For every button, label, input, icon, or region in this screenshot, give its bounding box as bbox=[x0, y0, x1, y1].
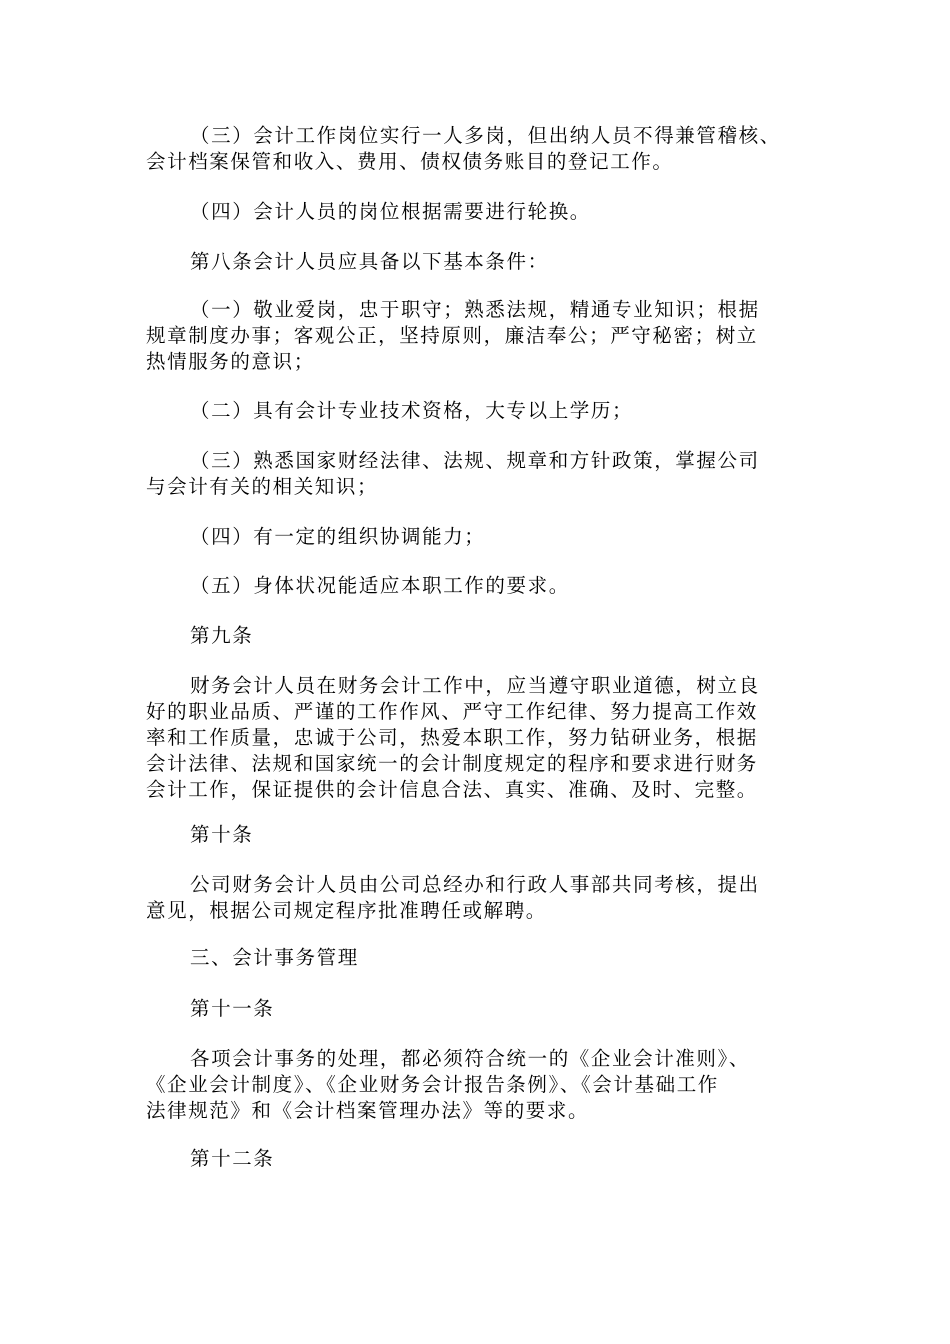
condition-1 bbox=[146, 297, 811, 375]
text-line: 意见，根据公司规定程序批准聘任或解聘。 bbox=[146, 899, 547, 922]
article-12-heading bbox=[146, 1146, 811, 1172]
condition-4 bbox=[146, 524, 811, 550]
condition-5 bbox=[146, 573, 811, 599]
section-3-heading bbox=[146, 945, 811, 971]
text-line: 三、会计事务管理 bbox=[190, 946, 359, 969]
paragraph-3-post-rotation bbox=[146, 123, 811, 175]
text-line: 法律规范》和《会计档案管理办法》等的要求。 bbox=[146, 1099, 590, 1122]
text-line: 热情服务的意识； bbox=[146, 350, 315, 373]
text-line: 会计法律、法规和国家统一的会计制度规定的程序和要求进行财务 bbox=[146, 752, 758, 775]
text-line: （二）具有会计专业技术资格，大专以上学历； bbox=[190, 399, 634, 422]
text-line: 第十二条 bbox=[190, 1147, 275, 1170]
article-11-body bbox=[146, 1046, 811, 1124]
text-line: （四）会计人员的岗位根据需要进行轮换。 bbox=[190, 200, 591, 223]
text-line: 财务会计人员在财务会计工作中，应当遵守职业道德，树立良 bbox=[190, 674, 760, 697]
text-line: 规章制度办事；客观公正，坚持原则，廉洁奉公；严守秘密；树立 bbox=[146, 324, 758, 347]
text-line: 各项会计事务的处理，都必须符合统一的《企业会计准则》、 bbox=[190, 1047, 750, 1070]
text-line: （三）会计工作岗位实行一人多岗，但出纳人员不得兼管稽核、 bbox=[190, 124, 781, 147]
article-9-body bbox=[146, 673, 811, 803]
condition-2 bbox=[146, 398, 811, 424]
text-line: 第八条会计人员应具备以下基本条件： bbox=[190, 250, 549, 273]
text-line: 会计工作，保证提供的会计信息合法、真实、准确、及时、完整。 bbox=[146, 778, 758, 801]
text-line: （一）敬业爱岗，忠于职守；熟悉法规，精通专业知识；根据 bbox=[190, 298, 760, 321]
text-line: 《企业会计制度》、《企业财务会计报告条例》、《会计基础工作 bbox=[146, 1073, 719, 1096]
paragraph-4-post-rotation bbox=[146, 199, 811, 225]
text-line: 第十条 bbox=[190, 823, 254, 846]
text-line: 率和工作质量，忠诚于公司，热爱本职工作，努力钻研业务，根据 bbox=[146, 726, 758, 749]
text-line: 第十一条 bbox=[190, 997, 275, 1020]
article-9-heading bbox=[146, 623, 811, 649]
condition-3 bbox=[146, 448, 811, 500]
text-line: （五）身体状况能适应本职工作的要求。 bbox=[190, 574, 570, 597]
article-10-heading bbox=[146, 822, 811, 848]
article-10-body bbox=[146, 872, 811, 924]
article-11-heading bbox=[146, 996, 811, 1022]
text-line: （四）有一定的组织协调能力； bbox=[190, 525, 486, 548]
article-8-heading bbox=[146, 249, 811, 275]
text-line: 第九条 bbox=[190, 624, 254, 647]
text-line: 公司财务会计人员由公司总经办和行政人事部共同考核，提出 bbox=[190, 873, 760, 896]
text-line: 好的职业品质、严谨的工作作风、严守工作纪律、努力提高工作效 bbox=[146, 700, 758, 723]
text-line: 与会计有关的相关知识； bbox=[146, 475, 379, 498]
text-line: （三）熟悉国家财经法律、法规、规章和方针政策，掌握公司 bbox=[190, 449, 760, 472]
text-line: 会计档案保管和收入、费用、债权债务账目的登记工作。 bbox=[146, 150, 674, 173]
